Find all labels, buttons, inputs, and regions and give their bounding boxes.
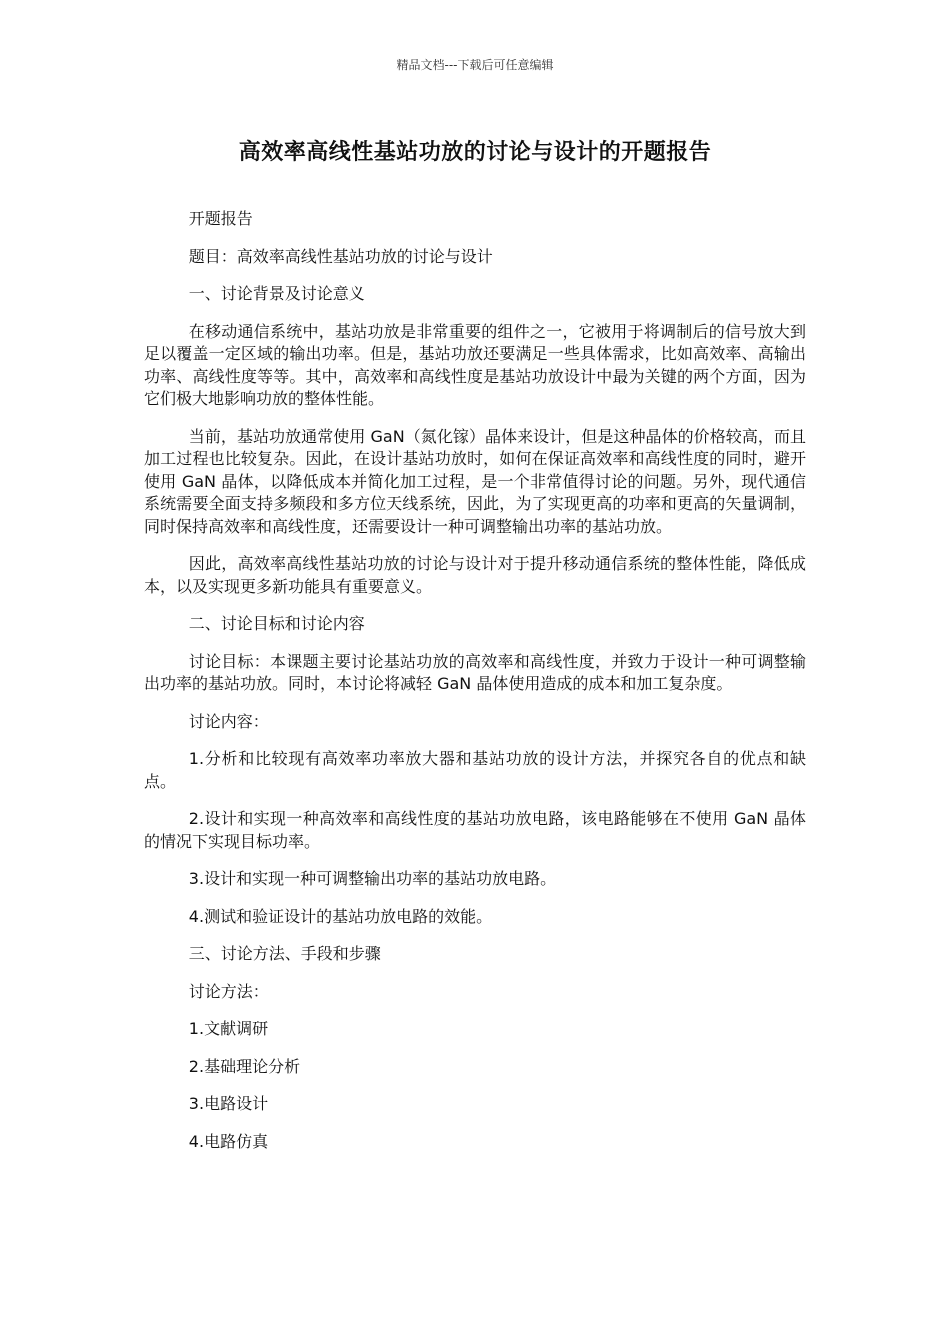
paragraph-background-3: 因此，高效率高线性基站功放的讨论与设计对于提升移动通信系统的整体性能，降低成本，以及实现更多新功能具有重要意义。 <box>144 554 806 596</box>
page-header: 精品文档---下载后可任意编辑 <box>396 58 554 72</box>
list-item-content-4: 4.测试和验证设计的基站功放电路的效能。 <box>188 906 493 926</box>
list-item-content-3: 3.设计和实现一种可调整输出功率的基站功放电路。 <box>188 869 557 888</box>
list-item-method-2: 2.基础理论分析 <box>188 1056 301 1076</box>
document-body <box>144 208 806 1168</box>
list-item-method-1: 1.文献调研 <box>188 1019 269 1038</box>
list-item-content-1: 1.分析和比较现有高效率功率放大器和基站功放的设计方法，并探究各自的优点和缺点。 <box>144 749 806 791</box>
paragraph-report-label: 开题报告 <box>188 209 253 228</box>
list-item-content-2: 2.设计和实现一种高效率和高线性度的基站功放电路，该电路能够在不使用 GaN 晶体的情况下实现目标功率。 <box>144 809 806 851</box>
section-heading-3: 三、讨论方法、手段和步骤 <box>188 944 381 963</box>
document-title: 高效率高线性基站功放的讨论与设计的开题报告 <box>238 140 712 165</box>
section-heading-1: 一、讨论背景及讨论意义 <box>188 284 365 303</box>
paragraph-goal: 讨论目标：本课题主要讨论基站功放的高效率和高线性度，并致力于设计一种可调整输出功率的基站功放。同时，本讨论将减轻 GaN 晶体使用造成的成本和加工复杂度。 <box>144 651 806 693</box>
section-heading-2: 二、讨论目标和讨论内容 <box>188 614 365 633</box>
list-item-method-3: 3.电路设计 <box>188 1094 269 1113</box>
paragraph-topic: 题目：高效率高线性基站功放的讨论与设计 <box>188 246 493 266</box>
list-item-method-4: 4.电路仿真 <box>188 1131 269 1151</box>
paragraph-background-1: 在移动通信系统中，基站功放是非常重要的组件之一，它被用于将调制后的信号放大到足以覆盖一定区域的输出功率。但是，基站功放还要满足一些具体需求，比如高效率、高输出功率、高线性度等等。其中，高效率和高线性度是基站功放设计中最为关键的两个方面，因为它们极大地影响功放的整体性能。 <box>144 321 806 408</box>
paragraph-method-label: 讨论方法： <box>188 981 269 1001</box>
paragraph-background-2: 当前，基站功放通常使用 GaN（氮化镓）晶体来设计，但是这种晶体的价格较高，而且加工过程也比较复杂。因此，在设计基站功放时，如何在保证高效率和高线性度的同时，避开使用 GaN 晶体，以降低成本并简化加工过程，是一个非常值得讨论的问题。另外，现代通信系统需要全面支持多频段和多方位天线系统，因此，为了实现更高的功率和更高的矢量调制，同时保持高效率和高线性度，还需要设计一种可调整输出功率的基站功放。 <box>144 426 806 536</box>
paragraph-content-label: 讨论内容： <box>188 711 269 731</box>
